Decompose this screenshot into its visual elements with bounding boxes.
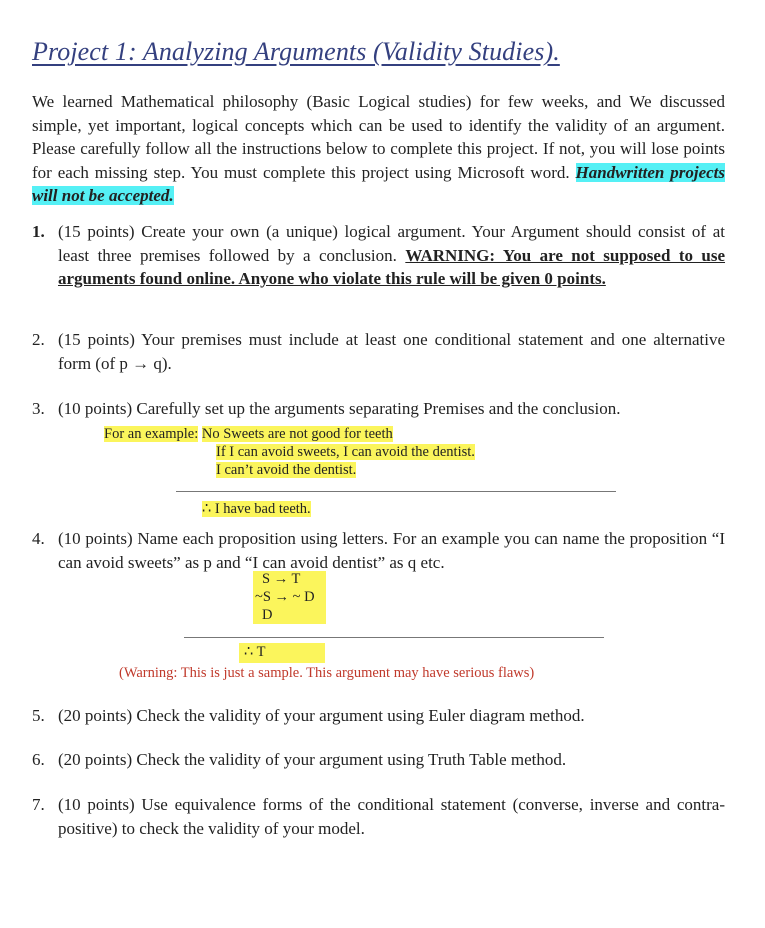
symbolic-line-3: D (262, 607, 273, 623)
list-item-6 (32, 748, 725, 772)
item-text: (20 points) Check the validity of your argument using Euler diagram method. (58, 706, 585, 725)
symbolic-conclusion: ∴ T (244, 644, 266, 660)
symbolic-line-2: ~S → ~ D (255, 589, 315, 605)
list-item-1 (32, 220, 725, 291)
item-text: (15 points) Create your own (a unique) logical argument. Your Argument should consist of at least three premises followed by a conclusion. (58, 222, 725, 265)
example-premise-2: If I can avoid sweets, I can avoid the dentist. (216, 444, 475, 460)
item-text: (10 points) Use equivalence forms of the conditional statement (converse, inverse and contra-positive) to check the validity of your model. (58, 795, 725, 838)
item-number: 2. (32, 330, 45, 349)
list-item-7 (32, 793, 725, 840)
example-label: For an example: (104, 426, 199, 442)
example-premise-3: I can’t avoid the dentist. (216, 462, 357, 478)
item-text: (10 points) Name each proposition using letters. For an example you can name the proposition “I can avoid sweets” as p and “I can avoid dentist” as q etc. (58, 529, 725, 572)
sample-warning: (Warning: This is just a sample. This argument may have serious flaws) (119, 665, 535, 681)
example-block (104, 425, 393, 443)
item-text: (15 points) Your premises must include at least one conditional statement and one alternative form (of p → q). (58, 330, 725, 373)
intro-paragraph (32, 90, 725, 208)
page-title: Project 1: Analyzing Arguments (Validity Studies). (32, 37, 560, 66)
list-item-2 (32, 328, 725, 375)
example-conclusion-wrap (202, 500, 311, 518)
example-conclusion: ∴ I have bad teeth. (202, 501, 311, 517)
example-premise-3-wrap (216, 461, 356, 479)
intro-highlight: Handwritten projects will not be accepted. (32, 162, 725, 205)
item-number: 7. (32, 795, 45, 814)
item-number: 6. (32, 750, 45, 769)
item-number: 4. (32, 529, 45, 548)
list-item-4 (32, 527, 725, 574)
list-item-5 (32, 704, 725, 728)
example-premise-1: No Sweets are not good for teeth (201, 426, 393, 442)
item-warning: WARNING: You are not supposed to use arguments found online. Anyone who violate this rule will be given 0 points. (58, 245, 726, 288)
item-text: (10 points) Carefully set up the arguments separating Premises and the conclusion. (58, 399, 621, 418)
example-divider (176, 491, 616, 492)
list-item-3 (32, 397, 725, 421)
item-number: 3. (32, 399, 45, 418)
item-number: 1. (32, 222, 45, 241)
item-number: 5. (32, 706, 45, 725)
intro-text: We learned Mathematical philosophy (Basic Logical studies) for few weeks, and We discussed simple, yet important, logical concepts which can be used to identify the validity of an argument. Please carefully follow all the instructions below to complete this project. If not, you will lose points for each missing step. You must complete this project using Microsoft word. (32, 92, 725, 182)
symbolic-line-1: S → T (262, 571, 301, 587)
item-text: (20 points) Check the validity of your argument using Truth Table method. (58, 750, 567, 769)
symbolic-divider (184, 637, 604, 638)
example-premise-2-wrap (216, 443, 475, 461)
